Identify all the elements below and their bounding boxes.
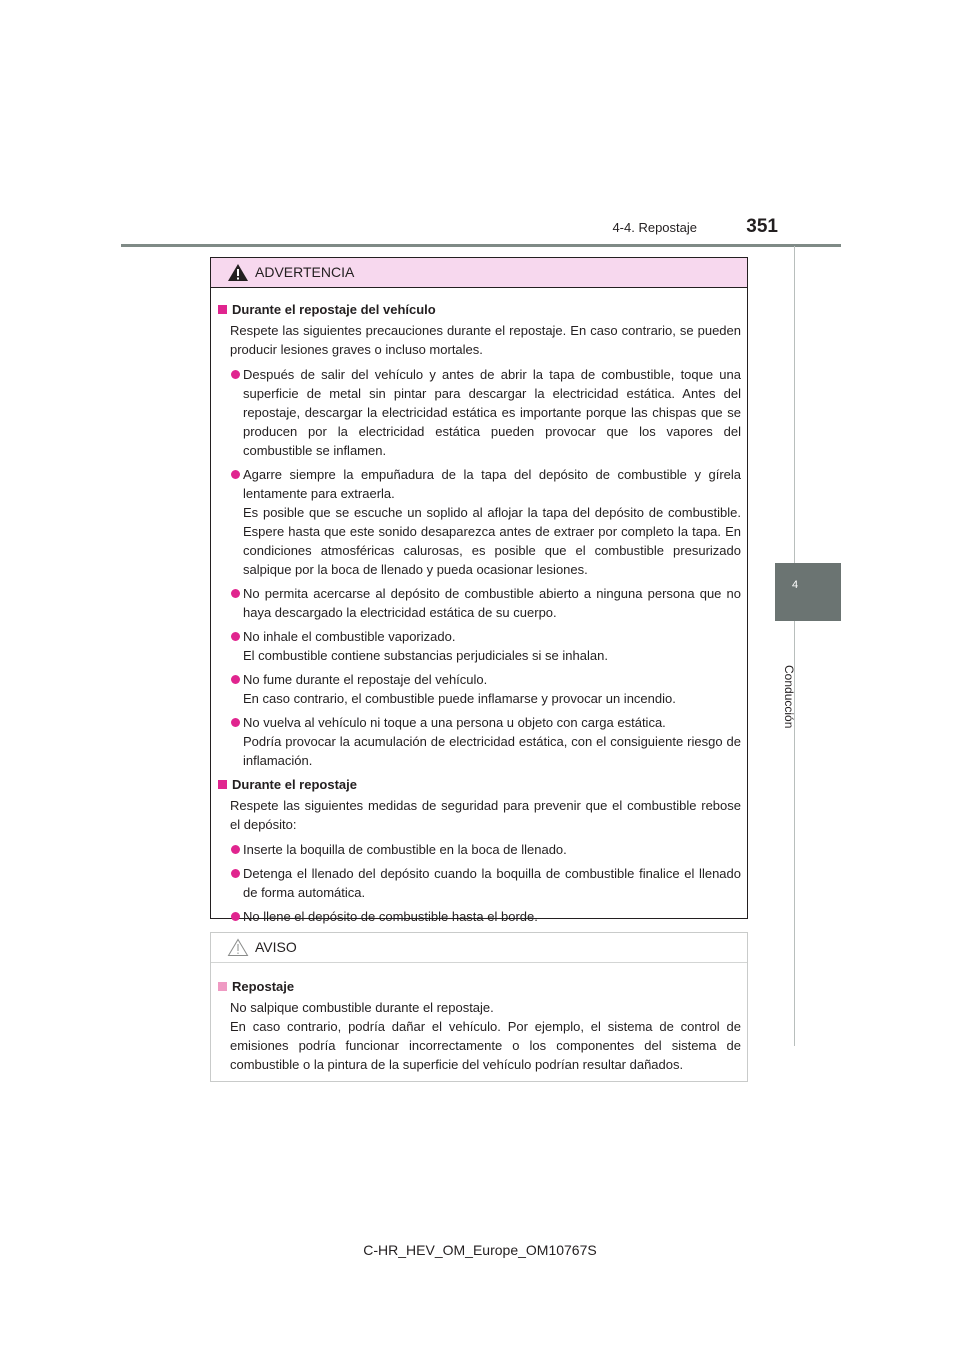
side-divider (794, 246, 795, 1046)
caution-triangle-icon (227, 938, 249, 957)
bullet-dot-icon (231, 869, 240, 878)
square-bullet-icon (218, 305, 227, 314)
bullet-dot-icon (231, 675, 240, 684)
list-item: No llene el depósito de combustible hasta el borde. (218, 907, 741, 926)
caution-body (211, 963, 747, 1074)
section-heading: Durante el repostaje (218, 775, 741, 794)
bullet-dot-icon (231, 632, 240, 641)
warning-title: ADVERTENCIA (255, 264, 355, 280)
warning-body (211, 288, 747, 926)
document-code: C-HR_HEV_OM_Europe_OM10767S (363, 1242, 597, 1258)
caution-header (211, 933, 747, 963)
caution-text: No salpique combustible durante el repostaje. En caso contrario, podría dañar el vehículo. Por ejemplo, el sistema de control de emisiones podría funcionar incorrectamente o los componentes del sistema de combustible o la pintura de la superficie del vehículo podrían resultar dañados. (230, 1000, 741, 1072)
square-bullet-icon (218, 982, 227, 991)
warning-header (211, 258, 747, 288)
list-item: Después de salir del vehículo y antes de abrir la tapa de combustible, toque una superficie de metal sin pintar para descargar la electricidad estática. Antes del repostaje, descargar la electricidad estática es importante porque las chispas que se producen por la electricidad estática pueden provocar que los vapores del combustible se inflamen. (218, 365, 741, 460)
bullet-dot-icon (231, 470, 240, 479)
section-intro: Respete las siguientes precauciones durante el repostaje. En caso contrario, se pueden producir lesiones graves o incluso mortales. (230, 323, 741, 357)
caution-box (210, 932, 748, 1082)
bullet-dot-icon (231, 912, 240, 921)
header-divider (121, 244, 841, 247)
square-bullet-icon (218, 780, 227, 789)
list-item: No vuelva al vehículo ni toque a una persona u objeto con carga estática. Podría provocar la acumulación de electricidad estática, con el consiguiente riesgo de inflamación. (218, 713, 741, 770)
page-number: 351 (746, 216, 778, 237)
list-item: Detenga el llenado del depósito cuando la boquilla de combustible finalice el llenado de forma automática. (218, 864, 741, 902)
bullet-dot-icon (231, 589, 240, 598)
chapter-number: 4 (792, 579, 799, 591)
warning-triangle-icon (227, 263, 249, 282)
section-heading: Durante el repostaje del vehículo (218, 300, 741, 319)
list-item: Inserte la boquilla de combustible en la boca de llenado. (218, 840, 741, 859)
bullet-dot-icon (231, 718, 240, 727)
chapter-tab[interactable] (775, 563, 841, 621)
list-item: Agarre siempre la empuñadura de la tapa del depósito de combustible y gírela lentamente para extraerla. Es posible que se escuche un soplido al aflojar la tapa del depósito de combustible. Espere hasta que este sonido desaparezca antes de extraer por completo la tapa. En condiciones atmosféricas calurosas, es posible que el combustible presurizado salpique por la boca de llenado y pueda ocasionar lesiones. (218, 465, 741, 579)
section-title: 4-4. Repostaje (612, 220, 697, 235)
caution-title: AVISO (255, 939, 297, 955)
chapter-label: Conducción (782, 665, 796, 729)
bullet-dot-icon (231, 370, 240, 379)
section-intro: Respete las siguientes medidas de seguridad para prevenir que el combustible rebose el depósito: (230, 798, 741, 832)
list-item: No inhale el combustible vaporizado. El combustible contiene substancias perjudiciales si se inhalan. (218, 627, 741, 665)
section-heading: Repostaje (218, 977, 741, 996)
list-item: No permita acercarse al depósito de combustible abierto a ninguna persona que no haya descargado la electricidad estática de su cuerpo. (218, 584, 741, 622)
list-item: No fume durante el repostaje del vehículo. En caso contrario, el combustible puede inflamarse y provocar un incendio. (218, 670, 741, 708)
bullet-dot-icon (231, 845, 240, 854)
warning-box (210, 257, 748, 924)
